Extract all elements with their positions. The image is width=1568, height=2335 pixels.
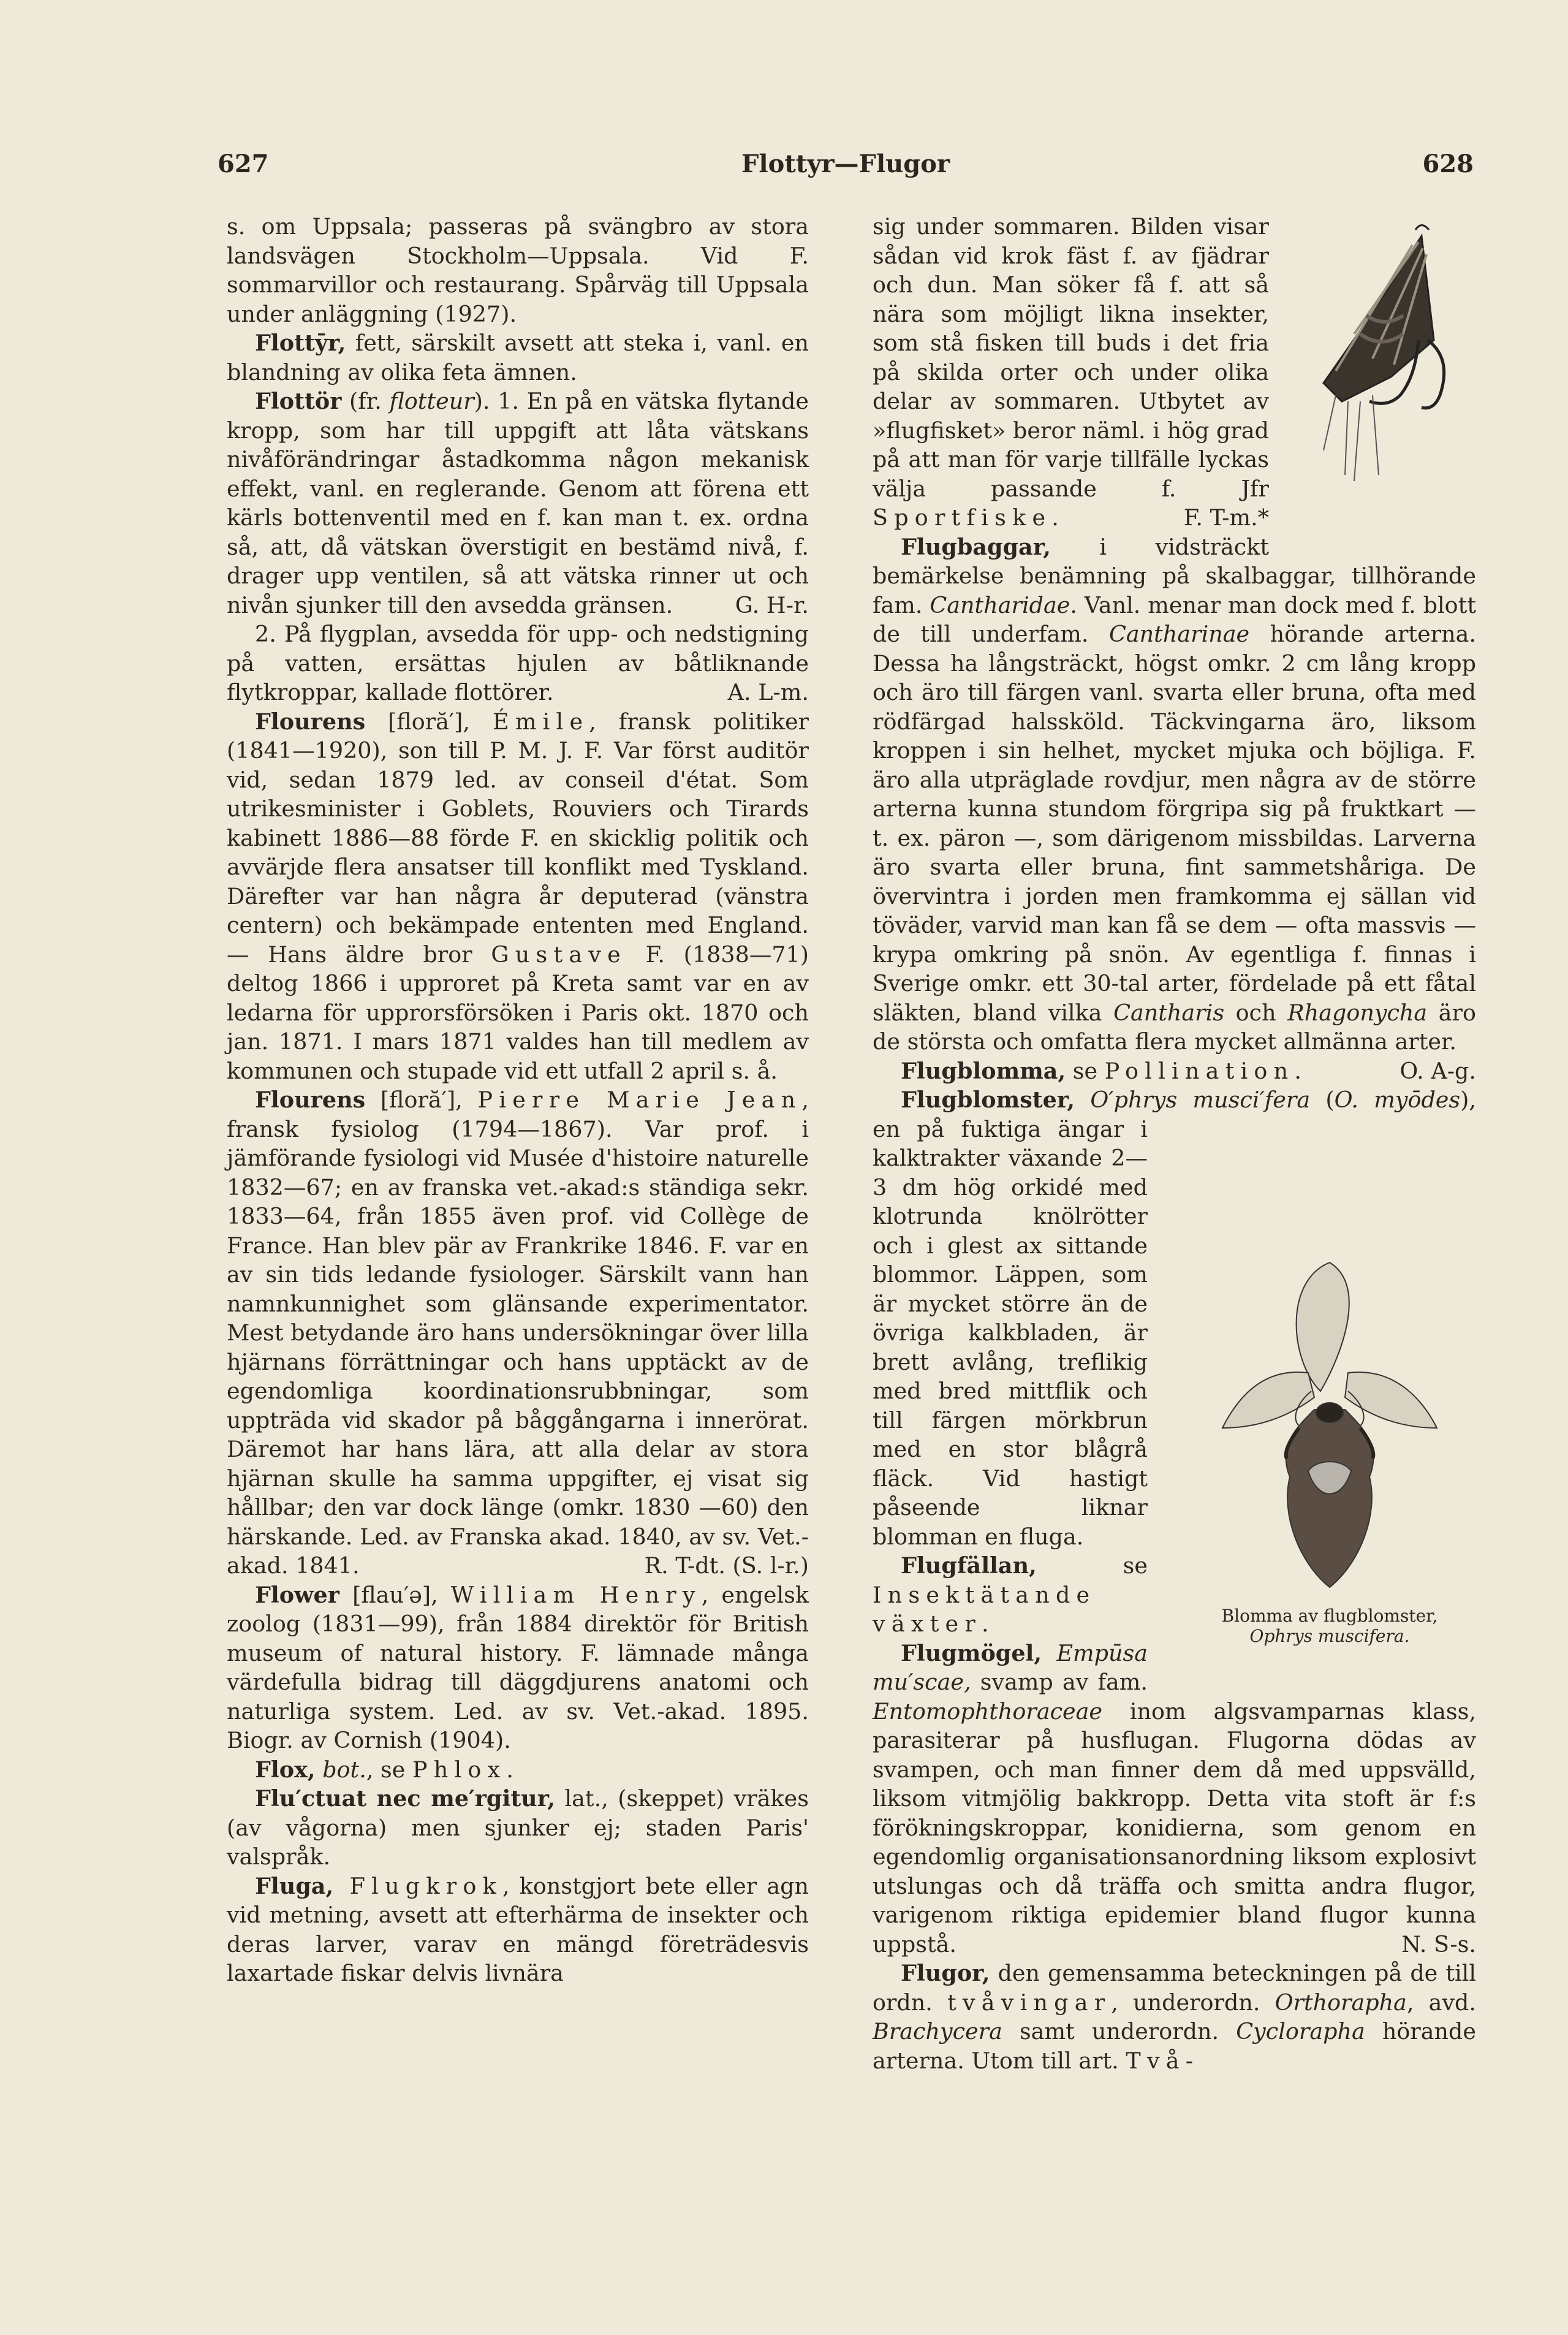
entry-fluga: Fluga, Flugkrok, konstgjort bete eller agn vid metning, avsett att efterhärma de insekter och deras larver, varav en mängd företrädesvis laxartade fiskar delvis livnära: [227, 1872, 809, 1986]
entry-flourens-pierre: Flourens [floră′], Pierre Marie Jean, fransk fysiolog (1794—1867). Var prof. i jämförande fysiologi vid Musée d'histoire naturelle 1832—67; en av franska vet.-akad:s ständiga sekr. 1833—64, från 1855 även prof. vid Collège de France. Han blev pär av Frankrike 1846. F. var en av sin tids ledande fysiologer. Särskilt vann han namnkunnighet som glänsande experimentator. Mest betydande äro hans undersökningar över lilla hjärnans förrättningar och hans upptäckt av de egendomliga koordinationsrubbningar, som uppträda vid skador på båggångarna i innerörat. Däremot har hans lära, att alla delar av stora hjärnan skulle ha samma uppgifter, ej visat sig hållbar; den var dock länge (omkr. 1830 —60) den härskande. Led. av Franska akad. 1840, av sv. Vet.-akad. 1841. R. T-dt. (S. l-r.): [227, 1087, 809, 1579]
caption-line-2: Ophrys muscifera.: [1249, 1626, 1410, 1646]
entry-flottor-2: 2. På flygplan, avsedda för upp- och nedstigning på vatten, ersättas hjulen av båtliknande flytkroppar, kallade flottörer. A. L-m.: [227, 621, 809, 705]
entry-flower: Flower [flau′ə], William Henry, engelsk zoolog (1831—99), från 1884 direktör för British museum of natural history. F. lämnade många värdefulla bidrag till däggdjurens anatomi och naturliga system. Led. av sv. Vet.-akad. 1895. Biogr. av Cornish (1904).: [227, 1581, 809, 1753]
running-title: Flottyr—Flugor: [741, 150, 950, 178]
fishing-fly-illustration: [1287, 218, 1483, 536]
entry-uppsala-cont: s. om Uppsala; passeras på svängbro av stora landsvägen Stockholm—Uppsala. Vid F. sommarvillor och restaurang. Spårväg till Uppsala under anläggning (1927).: [227, 213, 809, 327]
entry-flottor: Flottör (fr. flotteur). 1. En på en vätska flytande kropp, som har till uppgift att låta vätskans nivåförändringar åstadkomma någon mekanisk effekt, vanl. en reglerande. Genom att förena ett kärls bottenventil med en f. kan man t. ex. ordna så, att, då vätskan överstigit en bestämd nivå, f. drager upp ventilen, så att vätska rinner ut och nivån sjunker till den avsedda gränsen. G. H-r.: [227, 388, 809, 618]
entry-fluctuat: Flu′ctuat nec me′rgitur, lat., (skeppet) vräkes (av vågorna) men sjunker ej; staden Paris' valspråk.: [227, 1785, 809, 1870]
figure-caption: [1186, 1606, 1474, 1646]
entry-flugfallan: Flugfällan, se Insektätande växter.: [873, 1552, 1148, 1637]
page-number-left: 627: [218, 150, 269, 178]
entry-flugmogel: Flugmögel, Empūsa mu′scae, svamp av fam. Entomophthoraceae inom algsvamparnas klass, parasiterar på husflugan. Flugorna dödas av svampen, och man finner dem då med uppsvälld, liksom vitmjölig bakkropp. Detta vita stoft är f:s förökningskroppar, konidierna, som genom en egendomlig organisationsanordning liksom explosivt utslungas och då träffa och smitta andra flugor, varigenom riktiga epidemier bland flugor kunna uppstå. N. S-s.: [873, 1639, 1476, 1957]
entry-flugblomma: Flugblomma, se Pollination.: [901, 1057, 1301, 1084]
entry-flugor: Flugor, den gemensamma beteckningen på de till ordn. tvåvingar, underordn. Orthorapha, avd. Brachycera samt underordn. Cyclorapha hörande arterna. Utom till art. Två-: [873, 1960, 1477, 2074]
entry-flugblomster: Flugblomster, O′phrys musci′fera (O. myōdes ), en på fuktiga ängar i kalktrakter växande 2—3 dm hög orkidé med klotrunda knölrötter och i glest ax sittande blommor. Läppen, som är mycket större än de övriga kalkbladen, är brett avlång, treflikig med bred mittflik och till färgen mörkbrun med en stor blågrå fläck. Vid hastigt påseende liknar blomman en fluga.: [873, 1085, 1476, 1551]
entry-flottyr: Flottȳr, fett, särskilt avsett att steka i, vanl. en blandning av olika feta ämnen.: [227, 330, 809, 385]
entry-flourens-emile: Flourens [floră′], Émile, fransk politiker (1841—1920), son till P. M. J. F. Var först auditör vid, sedan 1879 led. av conseil d'état. Som utrikesminister i Goblets, Rouviers och Tirards kabinett 1886—88 förde F. en skicklig politik och avvärjde flera ansatser till konflikt med Tyskland. Därefter var han några år deputerad (vänstra centern) och bekämpade ententen med England. — Hans äldre bror Gustave F. (1838—71) deltog 1866 i upproret på Kreta samt var en av ledarna för upprorsförsöken i Paris okt. 1870 och jan. 1871. I mars 1871 valdes han till medlem av kommunen och stupade vid ett utfall 2 april s. å.: [227, 708, 809, 1084]
entry-flox: Flox, bot., se Phlox.: [255, 1756, 513, 1783]
page-header: [218, 150, 1474, 192]
orchid-flower-illustration: [1186, 1244, 1474, 1618]
caption-line-1: Blomma av flugblomster,: [1221, 1606, 1438, 1626]
entry-fluga-cont: sig under sommaren. Bilden visar sådan vid krok fäst f. av fjädrar och dun. Man söker få f. att så nära som möjligt likna insekter, som stå fisken till buds i det fria på skilda orter och under olika delar av sommaren. Utbytet av »flugfisket» beror näml. i hög grad på att man för varje tillfälle lyckas välja passande f. Jfr Sportfiske. F. T-m.*: [873, 212, 1476, 533]
left-column: [227, 212, 809, 1988]
entry-flugbaggar: Flugbaggar, i vidsträckt bemärkelse benämning på skalbaggar, tillhörande fam. Cantharidae. Vanl. menar man dock med f. blott de till underfam. Cantharinae hörande arterna. Dessa ha långsträckt, högst omkr. 2 cm lång kropp och äro till färgen vanl. svarta eller bruna, ofta med rödfärgad halssköld. Täckvingarna äro, liksom kroppen i sin helhet, mycket mjuka och böjliga. F. äro alla utpräglade rovdjur, men några av de större arterna kunna stundom förgripa sig på fruktkart — t. ex. päron —, som därigenom missbildas. Larverna äro svarta eller bruna, fint sammetshåriga. De övervintra i jorden men framkomma ej sällan vid töväder, varvid man kan få se dem — ofta massvis — krypa omkring på snön. Av egentliga f. finnas i Sverige omkr. ett 30-tal arter, fördelade på ett fåtal släkten, bland vilka Cantharis och Rhagonycha äro de största och omfatta flera mycket allmänna arter. O. A-g.: [873, 533, 1477, 1084]
page-number-right: 628: [1422, 150, 1474, 178]
